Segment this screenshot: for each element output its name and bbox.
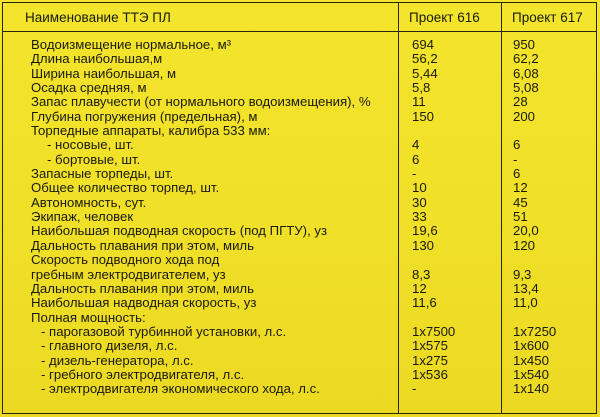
- row-value-616: 11: [412, 95, 426, 110]
- row-value-616: -: [412, 382, 417, 397]
- row-label: - электродвигателя экономического хода, л.с.: [41, 382, 320, 397]
- row-value-617: [502, 124, 596, 138]
- label-column: [3, 32, 399, 414]
- row-value-616: 6: [412, 152, 420, 167]
- header-project-617: Проект 617: [502, 3, 597, 32]
- row-label: Дальность плавания при этом, миль: [31, 238, 254, 253]
- row-value-616: [399, 124, 501, 138]
- row-value-616: [399, 311, 501, 325]
- specs-table: [2, 2, 597, 414]
- row-value-616: 130: [412, 238, 435, 253]
- row-value-616: 150: [412, 109, 435, 124]
- row-value-616: 10: [412, 181, 427, 196]
- table-body-row: [3, 32, 597, 414]
- row-value-616: 1x7500: [412, 324, 456, 339]
- row-value-617: 1x450: [513, 353, 549, 368]
- row-label: Полная мощность:: [31, 310, 146, 325]
- row-label: Общее количество торпед, шт.: [31, 181, 220, 196]
- row-label: Дальность плавания при этом, миль: [31, 281, 254, 296]
- row-value-616: 1x575: [412, 339, 448, 354]
- row-label: - дизель-генератора, л.с.: [41, 353, 194, 368]
- row-value-617: -: [513, 152, 518, 167]
- row-value-616: [399, 253, 501, 267]
- row-value-617: 1x600: [513, 339, 549, 354]
- row-label: - гребного электродвигателя, л.с.: [41, 367, 245, 382]
- row-value-616: 5,44: [412, 66, 438, 81]
- row-value-617: 6: [513, 167, 521, 182]
- row-value-616: 11,6: [412, 296, 437, 311]
- header-project-616: Проект 616: [399, 3, 502, 32]
- row-label: Наибольшая подводная скорость (под ПГТУ), уз: [31, 224, 328, 239]
- row-value-616: 33: [412, 210, 427, 225]
- row-value-617: 1x7250: [513, 324, 557, 339]
- row-value-617: 20,0: [513, 224, 539, 239]
- row-label: Торпедные аппараты, калибра 533 мм:: [31, 124, 271, 139]
- row-label: Водоизмещение нормальное, м³: [31, 38, 232, 52]
- row-value-617: [502, 311, 596, 325]
- row-value-617: 62,2: [513, 52, 539, 67]
- row-value-616: 19,6: [412, 224, 438, 239]
- row-value-616: 4: [412, 138, 420, 153]
- row-value-616: 1x536: [412, 367, 448, 382]
- row-label: Экипаж, человек: [31, 210, 134, 225]
- row-value-617: 11,0: [513, 296, 538, 311]
- row-value-616: 12: [412, 281, 427, 296]
- row-value-616: 30: [412, 195, 427, 210]
- row-label: Осадка средняя, м: [31, 81, 147, 96]
- row-label: Запас плавучести (от нормального водоизмещения), %: [31, 95, 371, 110]
- row-label: Скорость подводного хода под: [31, 253, 220, 268]
- row-value-617: 45: [513, 195, 528, 210]
- row-value-617: 1x540: [513, 367, 549, 382]
- row-value-617: 5,08: [513, 81, 539, 96]
- row-value-617: [502, 253, 596, 267]
- row-label: Ширина наибольшая, м: [31, 66, 177, 81]
- row-value-617: 6: [513, 138, 521, 153]
- row-value-617: 200: [513, 109, 536, 124]
- row-value-616: 1x275: [412, 353, 448, 368]
- row-label: - главного дизеля, л.с.: [41, 339, 178, 354]
- row-label: Автономность, сут.: [31, 195, 147, 210]
- row-value-617: 6,08: [513, 66, 539, 81]
- row-label: Наибольшая надводная скорость, уз: [31, 296, 257, 311]
- row-label: - носовые, шт.: [47, 138, 134, 153]
- project-616-column: [399, 32, 502, 414]
- row-value-616: -: [412, 167, 417, 182]
- row-value-617: 950: [513, 38, 536, 52]
- row-value-616: 694: [412, 38, 435, 52]
- header-name: Наименование ТТЭ ПЛ: [3, 3, 399, 32]
- row-value-617: 51: [513, 210, 528, 225]
- row-label: Запасные торпеды, шт.: [31, 167, 174, 182]
- row-label: - бортовые, шт.: [47, 152, 141, 167]
- row-value-617: 12: [513, 181, 528, 196]
- row-value-616: 8,3: [412, 267, 431, 282]
- row-value-617: 9,3: [513, 267, 532, 282]
- table-header-row: [3, 3, 597, 32]
- row-value-617: 13,4: [513, 281, 539, 296]
- project-617-column: [502, 32, 597, 414]
- row-value-617: 120: [513, 238, 536, 253]
- row-label: Длина наибольшая,м: [31, 52, 163, 67]
- row-value-616: 5,8: [412, 81, 431, 96]
- row-value-617: 28: [513, 95, 528, 110]
- row-value-617: 1x140: [513, 382, 549, 397]
- row-label: Глубина погружения (предельная), м: [31, 109, 258, 124]
- row-label: гребным электродвигателем, уз: [31, 267, 226, 282]
- row-label: - парогазовой турбинной установки, л.с.: [41, 324, 287, 339]
- row-value-616: 56,2: [412, 52, 438, 67]
